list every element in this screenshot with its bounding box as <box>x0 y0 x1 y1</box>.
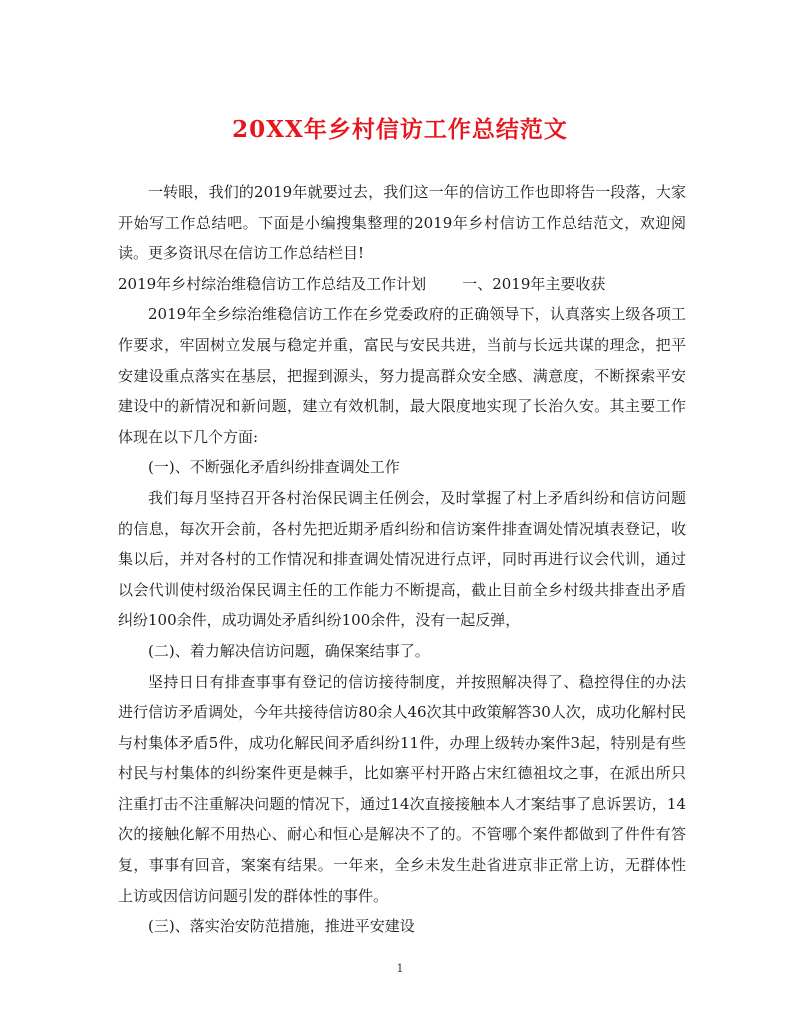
summary-paragraph: 2019年全乡综治维稳信访工作在乡党委政府的正确领导下，认真落实上级各项工作要求，牢固树立发展与稳定并重，富民与安民共进，当前与长远共谋的理念，把平安建设重点落实在基层，把握到源头，努力提高群众安全感、满意度，不断探索平安建设中的新情况和新问题，建立有效机制，最大限度地实现了长治久安。其主要工作体现在以下几个方面: <box>118 305 686 446</box>
page-number: 1 <box>396 962 404 975</box>
section-2-paragraph: 坚持日日有排查事事有登记的信访接待制度，并按照解决得了、稳控得住的办法进行信访矛盾调处，今年共接待信访80余人46次其中政策解答30人次，成功化解村民与村集体矛盾5件，成功化解民间矛盾纠纷11件，办理上级转办案件3起，特别是有些村民与村集体的纠纷案件更是棘手，比如寨平村开路占宋红德祖坟之事，在派出所只注重打击不注重解决问题的情况下，通过14次直接接触本人才案结事了息诉罢访，14次的接触化解不用热心、耐心和恒心是解决不了的。不管哪个案件都做到了件件有答复，事事有回音，案案有结果。一年来，全乡未发生赴省进京非正常上访，无群体性上访或因信访问题引发的群体性的事件。 <box>118 672 686 905</box>
section-1-paragraph: 我们每月坚持召开各村治保民调主任例会，及时掌握了村上矛盾纠纷和信访问题的信息，每次开会前，各村先把近期矛盾纠纷和信访案件排查调处情况填表登记，收集以后，并对各村的工作情况和排查调处情况进行点评，同时再进行议会代训，通过以会代训使村级治保民调主任的工作能力不断提高，截止目前全乡村级共排查出矛盾纠纷100余件，成功调处矛盾纠纷100余件，没有一起反弹， <box>118 488 686 630</box>
intro-paragraph: 一转眼，我们的2019年就要过去，我们这一年的信访工作也即将告一段落，大家开始写工作总结吧。下面是小编搜集整理的2019年乡村信访工作总结范文，欢迎阅读。更多资讯尽在信访工作总结栏目! <box>118 183 686 263</box>
subheading-line <box>118 269 686 300</box>
section-3-heading: (三)、落实治安防范措施，推进平安建设 <box>148 917 415 936</box>
section-2-heading: (二)、着力解决信访问题，确保案结事了。 <box>148 641 430 660</box>
section-1-heading: (一)、不断强化矛盾纠纷排查调处工作 <box>148 458 400 477</box>
subheading-plan-title: 2019年乡村综治维稳信访工作总结及工作计划 <box>118 274 427 293</box>
document-title: 20XX年乡村信访工作总结范文 <box>232 116 568 143</box>
document-body <box>118 177 686 942</box>
subheading-main-gains: 一、2019年主要收获 <box>462 274 606 293</box>
